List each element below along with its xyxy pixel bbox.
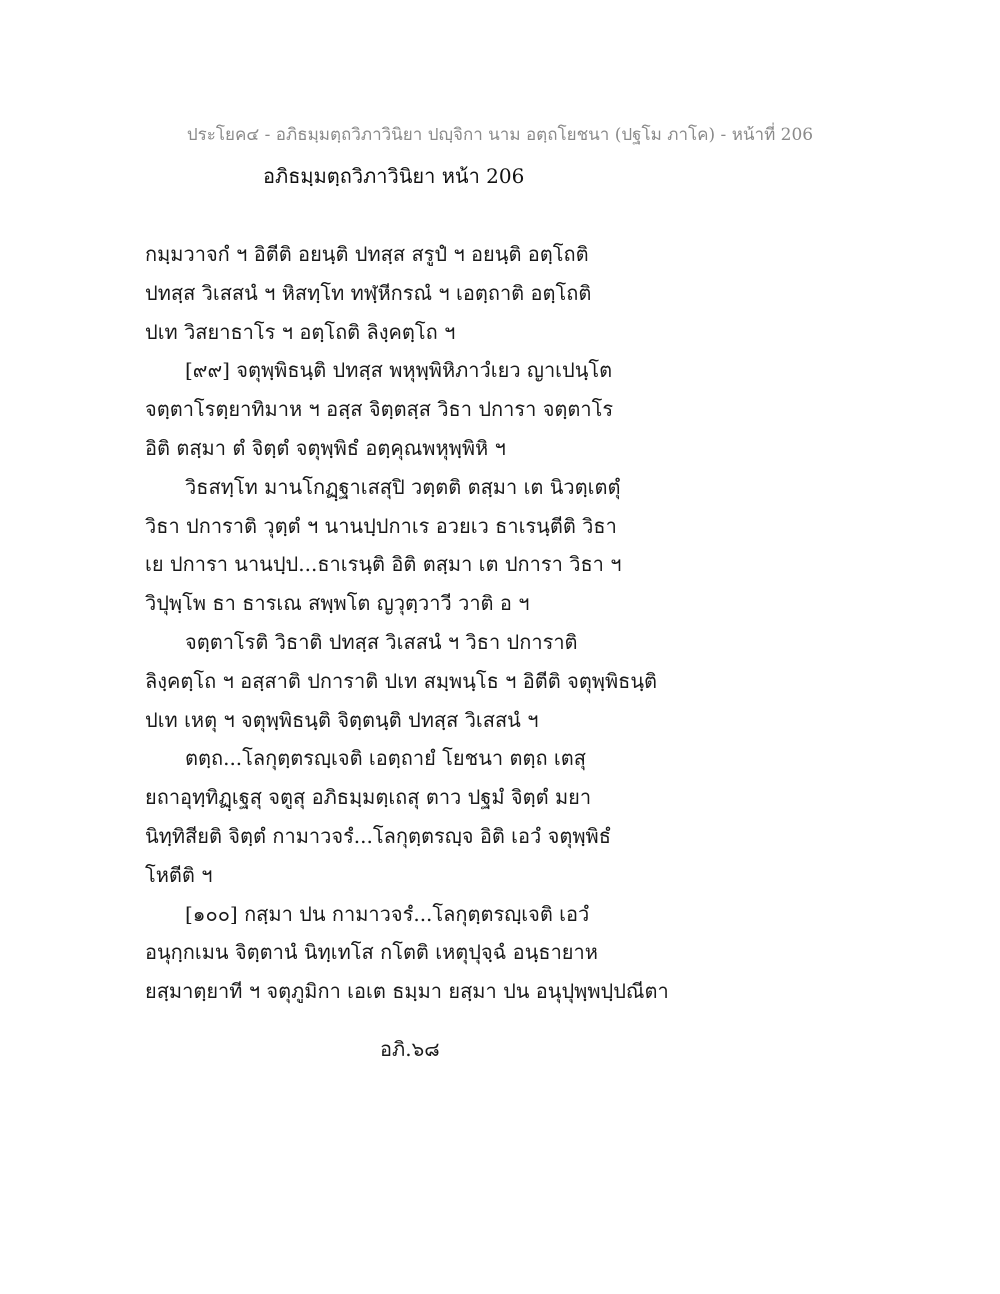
paragraph-start-100: [๑๐๐] กสฺมา ปน กามาวจรํ...โลกุตฺตรญฺเจติ เอวํ	[185, 901, 590, 926]
text-line: อนุกฺกเมน จิตฺตานํ นิทฺเทโส กโตติ เหตุปุจฺฉํ อนฺธายาห	[145, 940, 598, 965]
text-line: ยสฺมาตฺยาที ฯ จตุภูมิกา เอเต ธมฺมา ยสฺมา ปน อนุปุพฺพปฺปณีตา	[145, 979, 669, 1004]
text-line: ยถาอุทฺทิฏฺเฐสุ จตูสุ อภิธมฺมตฺเถสุ ตาว ปฐมํ จิตฺตํ มยา	[145, 785, 592, 810]
text-line: ปเท วิสยาธาโร ฯ อตฺโถติ ลิงฺคตฺโถ ฯ	[145, 319, 456, 344]
running-header: ประโยค๔ - อภิธมฺมตฺถวิภาวินิยา ปญฺจิกา นาม อตฺถโยชนา (ปฐโม ภาโค) - หน้าที่ 206	[186, 125, 814, 145]
text-line: วิธา ปการาติ วุตฺตํ ฯ นานปฺปกาเร อวยเว ธาเรนฺตีติ วิธา	[145, 513, 617, 538]
text-line: อิติ ตสฺมา ตํ จิตฺตํ จตุพฺพิธํ อตฺคุณพหุพฺพิหิ ฯ	[145, 435, 506, 460]
text-line: ปเท เหตุ ฯ จตุพฺพิธนฺติ จิตฺตนฺติ ปทสฺส วิเสสนํ ฯ	[145, 707, 539, 732]
text-line: จตฺตาโรตฺยาทิมาห ฯ อสฺส จิตฺตสฺส วิธา ปการา จตฺตาโร	[145, 397, 614, 422]
text-line: กมฺมวาจกํ ฯ อิตีติ อยนฺติ ปทสฺส สรูปํ ฯ อยนฺติ อตฺโถติ	[145, 242, 589, 266]
page-footer: อภิ.๖๘	[380, 1037, 440, 1061]
text-line: วิปุพฺโพ ธา ธารเณ สพฺพโต ญวุตฺวาวี วาติ อ ฯ	[145, 591, 530, 616]
paragraph-start: วิธสทฺโท มานโกฏฺฐาเสสุปิ วตฺตติ ตสฺมา เต นิวตฺเตตุํ	[185, 474, 621, 499]
paragraph-start: จตฺตาโรติ วิธาติ ปทสฺส วิเสสนํ ฯ วิธา ปการาติ	[185, 629, 578, 654]
text-line: ลิงฺคตฺโถ ฯ อสฺสาติ ปการาติ ปเท สมฺพนฺโธ ฯ อิตีติ จตุพฺพิธนฺติ	[145, 668, 658, 693]
paragraph-start: ตตฺถ...โลกุตฺตรญฺเจติ เอตฺถายํ โยชนา ตตฺถ เตสุ	[185, 746, 586, 771]
text-line: เย ปการา นานปฺป...ธาเรนฺติ อิติ ตสฺมา เต ปการา วิธา ฯ	[145, 552, 622, 577]
text-line: ปทสฺส วิเสสนํ ฯ หิสทฺโท ทฬฺหีกรณํ ฯ เอตฺถาติ อตฺโถติ	[145, 280, 592, 305]
text-line: นิทฺทิสียติ จิตฺตํ กามาวจรํ...โลกุตฺตรญฺจ อิติ เอวํ จตุพฺพิธํ	[145, 823, 611, 848]
text-line: โหตีติ ฯ	[145, 862, 213, 887]
body-text	[145, 235, 705, 1011]
paragraph-start-99: [๙๙] จตุพฺพิธนฺติ ปทสฺส พหุพฺพิหิภาวํเยว ญาเปนฺโต	[185, 358, 613, 383]
page-heading: อภิธมฺมตฺถวิภาวินิยา หน้า 206	[263, 164, 525, 188]
